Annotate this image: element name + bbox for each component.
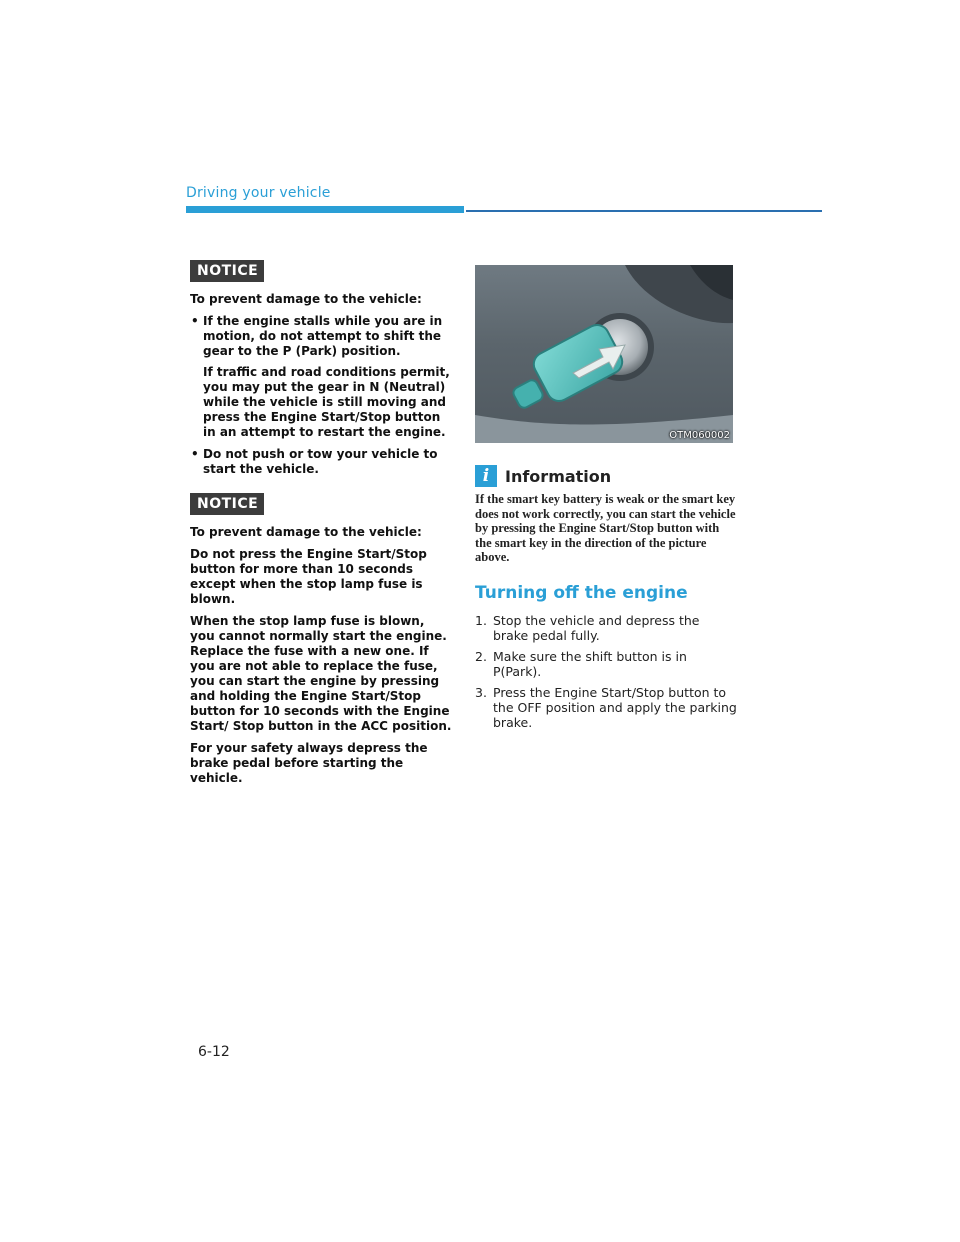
page-number: 6-12 — [198, 1044, 230, 1060]
turning-off-steps — [475, 613, 737, 730]
bullet-subparagraph: If traffic and road conditions permit, you may put the gear in N (Neutral) while the vehicle is still moving and press the Engine Start/Stop button in an attempt to restart the engine. — [203, 365, 450, 439]
step-text: Press the Engine Start/Stop button to the OFF position and apply the parking brake. — [493, 684, 737, 730]
step-number: 2. — [475, 648, 487, 664]
notice-intro: To prevent damage to the vehicle: — [190, 292, 422, 306]
notice-paragraph: For your safety always depress the brake pedal before starting the vehicle. — [190, 741, 428, 785]
header-accent-bar — [186, 206, 464, 213]
smart-key-start-button-figure — [475, 265, 733, 443]
information-icon: i — [475, 465, 497, 487]
bullet-icon: • — [191, 314, 199, 328]
notice-badge: NOTICE — [190, 493, 264, 515]
turning-off-engine-heading: Turning off the engine — [475, 582, 688, 603]
notice-bullet-item — [190, 447, 452, 477]
step-item — [475, 649, 737, 679]
figure-caption: OTM060002 — [669, 430, 730, 441]
notice-bullet-item — [190, 314, 452, 440]
notice-intro: To prevent damage to the vehicle: — [190, 525, 422, 539]
bullet-icon: • — [191, 447, 199, 461]
notice-paragraph: When the stop lamp fuse is blown, you cannot normally start the engine. Replace the fuse with a new one. If you are not able to replace the fuse, you can start the engine by pressing and holding the Engine Start/Stop button for 10 seconds with the Engine Start/ Stop button in the ACC position. — [190, 614, 452, 733]
header-rule — [466, 210, 822, 212]
smart-key-illustration — [475, 265, 733, 443]
step-text: Make sure the shift button is in P(Park). — [493, 648, 687, 679]
notice-block-2 — [190, 493, 452, 786]
section-header-title: Driving your vehicle — [186, 185, 331, 201]
smart-key-ring — [511, 378, 544, 410]
right-column — [475, 265, 737, 736]
information-title: Information — [505, 466, 612, 486]
left-column — [190, 260, 452, 802]
information-body: If the smart key battery is weak or the smart key does not work correctly, you can start the vehicle by pressing the Engine Start/Stop button with the smart key in the direction of the picture above. — [475, 492, 736, 565]
step-item — [475, 685, 737, 730]
step-item — [475, 613, 737, 643]
bullet-text: Do not push or tow your vehicle to start the vehicle. — [203, 447, 438, 476]
step-text: Stop the vehicle and depress the brake pedal fully. — [493, 612, 700, 643]
bullet-text: If the engine stalls while you are in motion, do not attempt to shift the gear to the P (Park) position. — [203, 314, 443, 358]
step-number: 1. — [475, 612, 487, 628]
notice-block-1 — [190, 260, 452, 477]
notice-paragraph: Do not press the Engine Start/Stop button for more than 10 seconds except when the stop lamp fuse is blown. — [190, 547, 427, 606]
notice-badge: NOTICE — [190, 260, 264, 282]
information-heading — [475, 465, 737, 487]
notice-bullet-list — [190, 314, 452, 477]
step-number: 3. — [475, 684, 487, 700]
